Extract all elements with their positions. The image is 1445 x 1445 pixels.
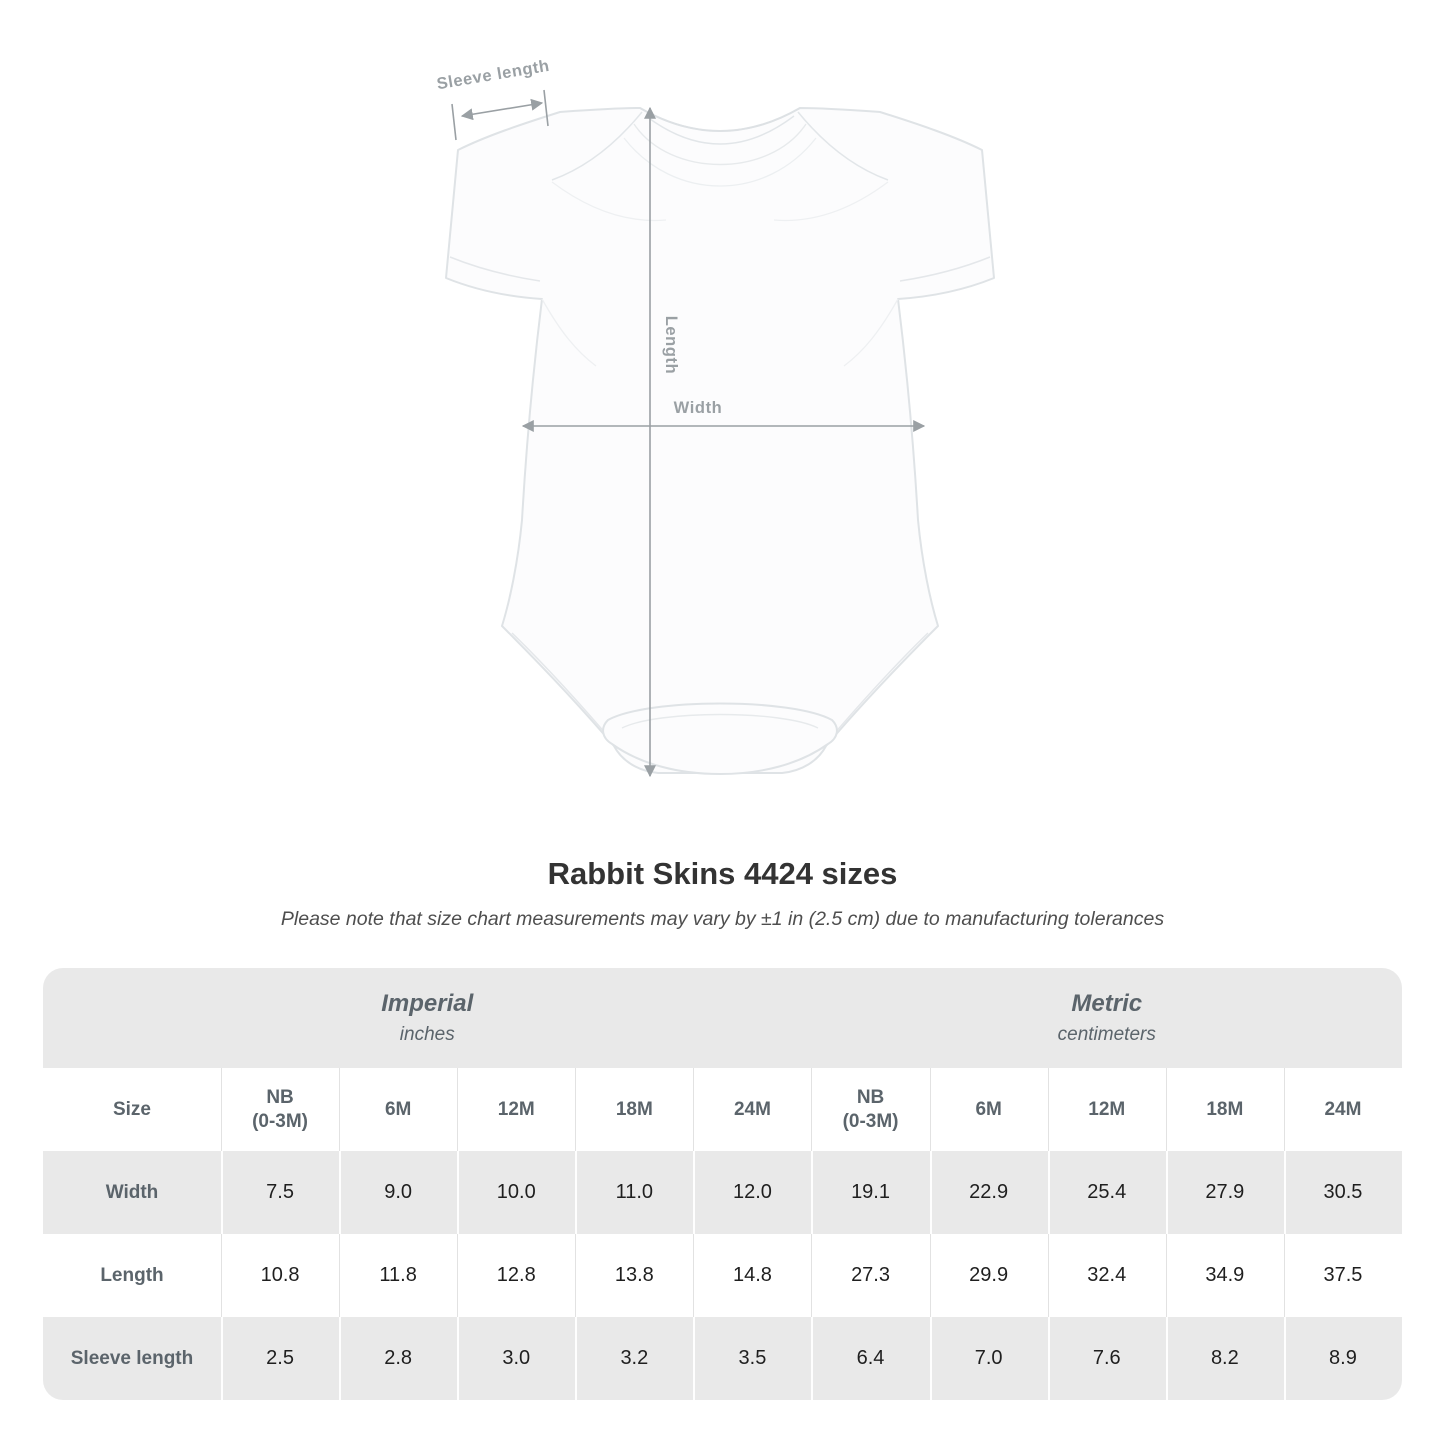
col-header: NB (0-3M) — [811, 1068, 929, 1151]
table-cell: 27.3 — [811, 1234, 929, 1317]
col-header: 24M — [693, 1068, 811, 1151]
table-cell: 29.9 — [930, 1234, 1048, 1317]
table-cell: 32.4 — [1048, 1234, 1166, 1317]
sleeve-length-label: Sleeve length — [435, 56, 551, 94]
corner-header: Size — [112, 1098, 152, 1120]
size-chart-table — [43, 968, 1402, 1400]
table-cell: 34.9 — [1166, 1234, 1284, 1317]
col-header: 12M — [1048, 1068, 1166, 1151]
table-cell: 6.4 — [811, 1317, 929, 1400]
table-cell: 37.5 — [1284, 1234, 1402, 1317]
bodysuit-diagram — [390, 50, 1050, 820]
table-row-length — [43, 1234, 1402, 1317]
table-cell: 10.0 — [457, 1151, 575, 1234]
table-cell: 2.5 — [221, 1317, 339, 1400]
table-cell: 25.4 — [1048, 1151, 1166, 1234]
table-row-width — [43, 1151, 1402, 1234]
table-cell: 8.9 — [1284, 1317, 1402, 1400]
table-cell: 2.8 — [339, 1317, 457, 1400]
table-cell: 3.5 — [693, 1317, 811, 1400]
page-title: Rabbit Skins 4424 sizes — [547, 856, 898, 891]
table-cell: 27.9 — [1166, 1151, 1284, 1234]
unit-group-band — [43, 968, 1402, 1068]
col-header: 18M — [1166, 1068, 1284, 1151]
length-label: Length — [662, 315, 680, 375]
table-row-sleeve-length — [43, 1317, 1402, 1400]
table-cell: 14.8 — [693, 1234, 811, 1317]
table-cell: 12.8 — [457, 1234, 575, 1317]
table-cell: 22.9 — [930, 1151, 1048, 1234]
table-cell: 3.0 — [457, 1317, 575, 1400]
bodysuit-outline — [446, 108, 994, 774]
col-header: 24M — [1284, 1068, 1402, 1151]
table-header-row — [43, 1068, 1402, 1151]
col-header: 6M — [339, 1068, 457, 1151]
row-label: Length — [100, 1264, 164, 1286]
table-cell: 9.0 — [339, 1151, 457, 1234]
tolerance-note: Please note that size chart measurements may vary by ±1 in (2.5 cm) due to manufacturing tolerances — [280, 908, 1165, 930]
metric-label: Metric — [1071, 990, 1143, 1017]
col-header: 12M — [457, 1068, 575, 1151]
table-cell: 7.6 — [1048, 1317, 1166, 1400]
col-header: NB (0-3M) — [221, 1068, 339, 1151]
table-cell: 13.8 — [575, 1234, 693, 1317]
table-cell: 7.0 — [930, 1317, 1048, 1400]
table-cell: 30.5 — [1284, 1151, 1402, 1234]
table-cell: 10.8 — [221, 1234, 339, 1317]
col-header: 6M — [930, 1068, 1048, 1151]
width-label: Width — [673, 399, 723, 417]
col-header: 18M — [575, 1068, 693, 1151]
table-cell: 12.0 — [693, 1151, 811, 1234]
table-cell: 11.0 — [575, 1151, 693, 1234]
unit-group-metric — [812, 968, 1403, 1068]
imperial-units: inches — [399, 1024, 455, 1045]
row-label: Sleeve length — [70, 1347, 194, 1369]
imperial-label: Imperial — [381, 990, 474, 1017]
table-cell: 8.2 — [1166, 1317, 1284, 1400]
unit-group-imperial — [43, 968, 812, 1068]
row-label: Width — [105, 1181, 159, 1203]
table-cell: 7.5 — [221, 1151, 339, 1234]
table-cell: 19.1 — [811, 1151, 929, 1234]
table-cell: 11.8 — [339, 1234, 457, 1317]
table-cell: 3.2 — [575, 1317, 693, 1400]
metric-units: centimeters — [1057, 1024, 1156, 1045]
